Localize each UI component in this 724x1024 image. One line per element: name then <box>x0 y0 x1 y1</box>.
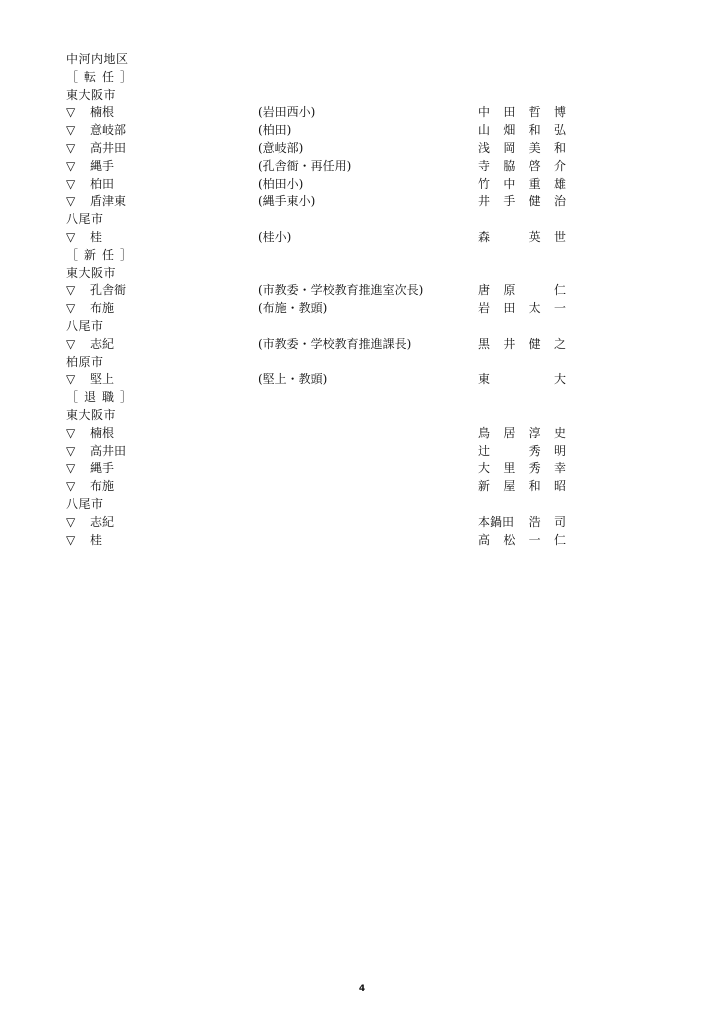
name-character: 啓 <box>528 158 541 173</box>
personnel-entry <box>66 158 626 176</box>
name-character: 司 <box>553 514 566 529</box>
name-character: 寺 <box>478 158 491 173</box>
personnel-entry <box>66 122 626 140</box>
previous-post: (柏田) <box>258 123 292 138</box>
school-name: 盾津東 <box>90 194 127 209</box>
name-character: 脇 <box>503 158 516 173</box>
section-heading: ［退職］ <box>66 390 139 405</box>
previous-post: (孔舎衙・再任用) <box>258 158 352 173</box>
name-character <box>503 371 517 389</box>
district-heading-row <box>66 318 626 336</box>
name-character: 大 <box>478 461 491 476</box>
name-character: 英 <box>528 229 541 244</box>
person-name <box>478 460 568 478</box>
name-character: 美 <box>528 140 541 155</box>
triangle-marker-icon: ▽ <box>66 105 76 120</box>
name-character: 本鍋田 <box>478 514 515 529</box>
triangle-marker-icon: ▽ <box>66 158 76 173</box>
name-character: 仁 <box>553 283 566 298</box>
triangle-marker-icon: ▽ <box>66 176 76 191</box>
name-character <box>503 229 517 247</box>
district-heading: 中河内地区 <box>66 52 129 66</box>
previous-post: (意岐部) <box>258 140 304 155</box>
name-character: 田 <box>503 301 516 316</box>
person-name <box>478 122 568 140</box>
personnel-entry <box>66 140 626 158</box>
name-character: 介 <box>553 158 566 173</box>
district-heading: 八尾市 <box>66 318 104 333</box>
name-character: 原 <box>503 283 516 298</box>
previous-post: (市教委・学校教育推進室次長) <box>258 283 424 298</box>
district-heading-row <box>66 51 626 69</box>
person-name <box>478 336 568 354</box>
triangle-marker-icon: ▽ <box>66 443 76 458</box>
previous-post: (岩田西小) <box>258 105 316 120</box>
previous-post: (桂小) <box>258 229 292 244</box>
triangle-marker-icon: ▽ <box>66 514 76 529</box>
triangle-marker-icon: ▽ <box>66 283 76 298</box>
name-character: 松 <box>503 532 516 547</box>
district-heading-row <box>66 496 626 514</box>
name-character: 博 <box>553 105 566 120</box>
section-heading-row <box>66 247 626 265</box>
district-heading-row <box>66 211 626 229</box>
personnel-entry <box>66 176 626 194</box>
personnel-entry <box>66 514 626 532</box>
triangle-marker-icon: ▽ <box>66 140 76 155</box>
previous-post: (縄手東小) <box>258 194 316 209</box>
person-name <box>478 282 568 300</box>
school-name: 布施 <box>90 479 115 494</box>
name-character: 和 <box>528 479 541 494</box>
name-character: 哲 <box>528 105 541 120</box>
district-heading-row <box>66 354 626 372</box>
name-character: 山 <box>478 123 491 138</box>
name-character: 高 <box>478 532 491 547</box>
name-character: 一 <box>553 301 566 316</box>
name-character: 手 <box>503 194 516 209</box>
school-name: 高井田 <box>90 443 127 458</box>
name-character: 中 <box>478 105 491 120</box>
section-heading: ［新任］ <box>66 247 139 262</box>
person-name <box>478 532 568 550</box>
school-name: 縄手 <box>90 461 115 476</box>
name-character: 仁 <box>553 532 566 547</box>
person-name <box>478 514 568 532</box>
person-name <box>478 300 568 318</box>
personnel-entry <box>66 282 626 300</box>
triangle-marker-icon: ▽ <box>66 194 76 209</box>
school-name: 意岐部 <box>90 123 127 138</box>
section-heading-row <box>66 389 626 407</box>
district-heading: 八尾市 <box>66 212 104 227</box>
name-character: 和 <box>528 123 541 138</box>
previous-post: (布施・教頭) <box>258 301 328 316</box>
name-character: 雄 <box>553 176 566 191</box>
school-name: 孔舎衙 <box>90 283 127 298</box>
name-character: 井 <box>503 336 516 351</box>
school-name: 高井田 <box>90 140 127 155</box>
name-character: 大 <box>553 372 566 387</box>
district-heading-row <box>66 87 626 105</box>
name-character: 中 <box>503 176 516 191</box>
name-character: 幸 <box>553 461 566 476</box>
name-character: 史 <box>553 425 566 440</box>
triangle-marker-icon: ▽ <box>66 336 76 351</box>
personnel-entry <box>66 532 626 550</box>
district-heading: 東大阪市 <box>66 265 117 280</box>
name-character: 井 <box>478 194 491 209</box>
name-character: 黒 <box>478 336 491 351</box>
name-character <box>529 371 543 389</box>
name-character: 森 <box>478 229 491 244</box>
name-character: 新 <box>478 479 491 494</box>
name-character: 浩 <box>528 514 541 529</box>
triangle-marker-icon: ▽ <box>66 461 76 476</box>
person-name <box>478 478 568 496</box>
district-heading-row <box>66 265 626 283</box>
triangle-marker-icon: ▽ <box>66 532 76 547</box>
school-name: 縄手 <box>90 158 115 173</box>
name-character <box>529 282 543 300</box>
person-name <box>478 158 568 176</box>
personnel-entry <box>66 371 626 389</box>
name-character: 治 <box>553 194 566 209</box>
school-name: 布施 <box>90 301 115 316</box>
section-heading: ［転任］ <box>66 69 139 84</box>
person-name <box>478 140 568 158</box>
district-heading-row <box>66 407 626 425</box>
name-character <box>503 443 517 461</box>
name-character: 秀 <box>528 443 541 458</box>
name-character: 健 <box>528 194 541 209</box>
personnel-entry <box>66 193 626 211</box>
district-heading: 東大阪市 <box>66 87 117 102</box>
personnel-entry <box>66 229 626 247</box>
school-name: 桂 <box>90 532 103 547</box>
name-character: 辻 <box>478 443 491 458</box>
name-character: 岩 <box>478 301 491 316</box>
name-character: 東 <box>478 372 491 387</box>
district-heading: 八尾市 <box>66 496 104 511</box>
page-number: 4 <box>358 984 366 994</box>
name-character: 唐 <box>478 283 491 298</box>
personnel-entry <box>66 443 626 461</box>
person-name <box>478 176 568 194</box>
person-name <box>478 425 568 443</box>
name-character: 重 <box>528 176 541 191</box>
name-character <box>503 514 517 532</box>
person-name <box>478 371 568 389</box>
name-character: 太 <box>528 301 541 316</box>
name-character: 畑 <box>503 123 516 138</box>
name-character: 秀 <box>528 461 541 476</box>
section-heading-row <box>66 69 626 87</box>
triangle-marker-icon: ▽ <box>66 425 76 440</box>
school-name: 桂 <box>90 229 103 244</box>
name-character: 里 <box>503 461 516 476</box>
name-character: 浅 <box>478 140 491 155</box>
previous-post: (市教委・学校教育推進課長) <box>258 336 412 351</box>
triangle-marker-icon: ▽ <box>66 301 76 316</box>
name-character: 淳 <box>528 425 541 440</box>
school-name: 楠根 <box>90 425 115 440</box>
personnel-entry <box>66 425 626 443</box>
name-character: 岡 <box>503 140 516 155</box>
personnel-entry <box>66 104 626 122</box>
person-name <box>478 443 568 461</box>
name-character: 和 <box>553 140 566 155</box>
name-character: 昭 <box>553 479 566 494</box>
personnel-entry <box>66 460 626 478</box>
previous-post: (柏田小) <box>258 176 304 191</box>
name-character: 之 <box>553 336 566 351</box>
person-name <box>478 229 568 247</box>
name-character: 弘 <box>553 123 566 138</box>
school-name: 志紀 <box>90 336 115 351</box>
school-name: 志紀 <box>90 514 115 529</box>
personnel-entry <box>66 336 626 354</box>
triangle-marker-icon: ▽ <box>66 479 76 494</box>
name-character: 鳥 <box>478 425 491 440</box>
personnel-entry <box>66 300 626 318</box>
personnel-list <box>66 51 626 549</box>
triangle-marker-icon: ▽ <box>66 123 76 138</box>
person-name <box>478 193 568 211</box>
district-heading: 東大阪市 <box>66 407 117 422</box>
person-name <box>478 104 568 122</box>
name-character: 居 <box>503 425 516 440</box>
personnel-entry <box>66 478 626 496</box>
name-character: 田 <box>503 105 516 120</box>
name-character: 明 <box>553 443 566 458</box>
district-heading: 柏原市 <box>66 354 104 369</box>
school-name: 柏田 <box>90 176 115 191</box>
name-character: 世 <box>553 229 566 244</box>
triangle-marker-icon: ▽ <box>66 372 76 387</box>
school-name: 楠根 <box>90 105 115 120</box>
triangle-marker-icon: ▽ <box>66 229 76 244</box>
name-character: 屋 <box>503 479 516 494</box>
previous-post: (堅上・教頭) <box>258 372 328 387</box>
name-character: 健 <box>528 336 541 351</box>
school-name: 堅上 <box>90 372 115 387</box>
name-character: 一 <box>528 532 541 547</box>
name-character: 竹 <box>478 176 491 191</box>
